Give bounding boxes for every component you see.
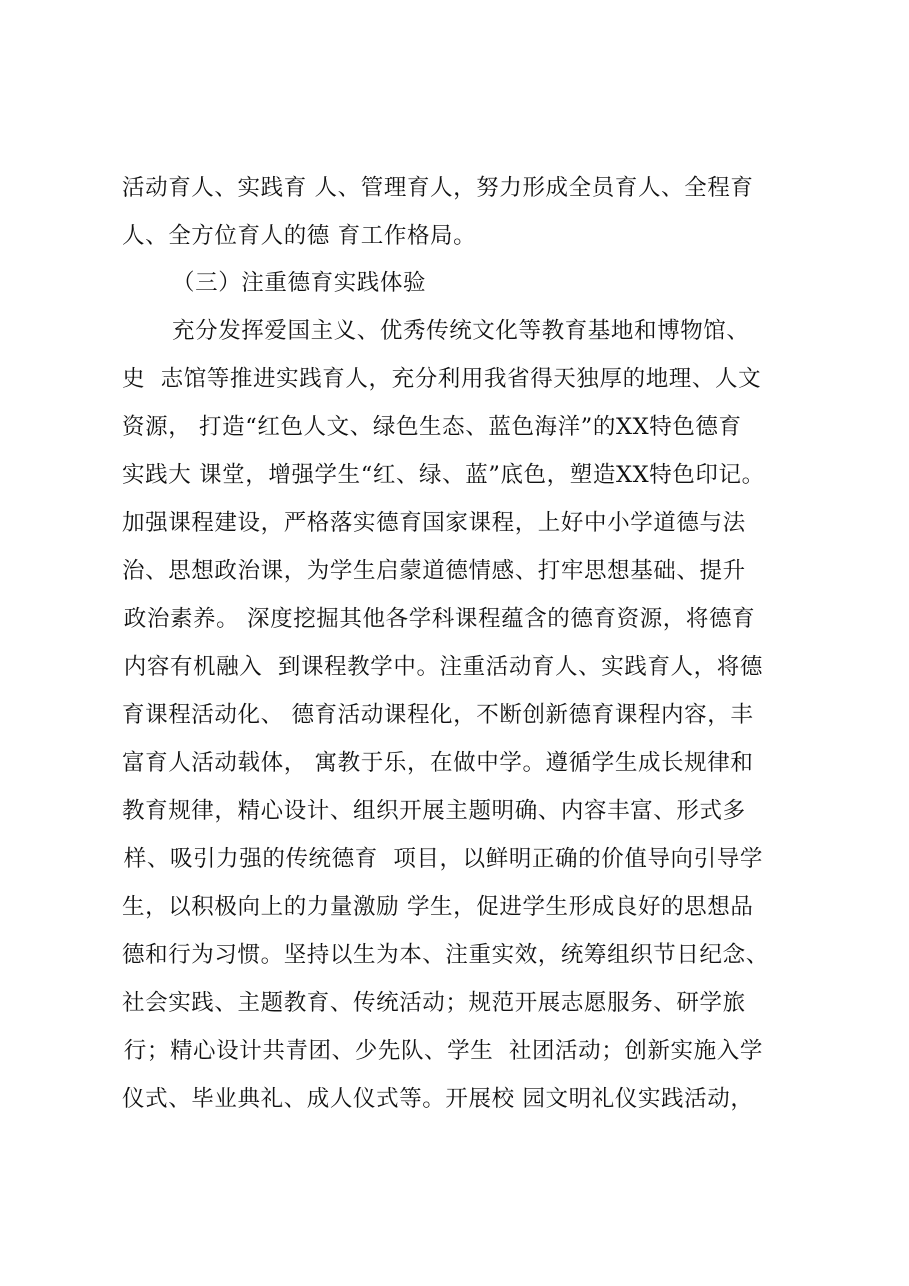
section-heading: （三）注重德育实践体验 xyxy=(172,270,427,296)
text-line: 政治素养。 深度挖掘其他各学科课程蕴含的德育资源，将德育 xyxy=(116,606,756,632)
text-line: 实践大 课堂，增强学生“红、绿、蓝”底色，塑造XX特色印记。 xyxy=(122,462,765,488)
text-line: 治、思想政治课，为学生启蒙道德情感、打牢思想基础、提升 xyxy=(122,558,746,584)
text-line: 充分发挥爱国主义、优秀传统文化等教育基地和博物馆、 xyxy=(172,318,750,344)
text-line: 教育规律，精心设计、组织开展主题明确、内容丰富、形式多 xyxy=(122,798,746,824)
text-line: 社会实践、主题教育、传统活动；规范开展志愿服务、研学旅 xyxy=(122,990,746,1016)
text-line: 育课程活动化、 德育活动课程化，不断创新德育课程内容，丰 xyxy=(122,702,754,728)
text-line: 内容有机融入 到课程教学中。注重活动育人、实践育人，将德 xyxy=(116,654,763,680)
text-line: 仪式、毕业典礼、成人仪式等。开展校 园文明礼仪实践活动， xyxy=(122,1086,754,1112)
text-line: 富育人活动载体， 寓教于乐，在做中学。遵循学生成长规律和 xyxy=(122,750,754,776)
text-line: 生，以积极向上的力量激励 学生，促进学生形成良好的思想品 xyxy=(122,894,754,920)
text-line: 活动育人、实践育 人、管理育人，努力形成全员育人、全程育 xyxy=(122,175,754,201)
text-line: 德和行为习惯。坚持以生为本、注重实效，统筹组织节日纪念、 xyxy=(122,942,769,968)
text-line: 史 志馆等推进实践育人，充分利用我省得天独厚的地理、人文 xyxy=(122,366,762,392)
text-line: 资源， 打造“红色人文、绿色生态、蓝色海洋”的XX特色德育 xyxy=(122,414,742,440)
text-line: 人、全方位育人的德 育工作格局。 xyxy=(122,223,477,249)
text-line: 行；精心设计共青团、少先队、学生 社团活动；创新实施入学 xyxy=(116,1038,763,1064)
text-line: 加强课程建设，严格落实德育国家课程，上好中小学道德与法 xyxy=(122,510,746,536)
text-line: 样、吸引力强的传统德育 项目，以鲜明正确的价值导向引导学 xyxy=(116,846,763,872)
